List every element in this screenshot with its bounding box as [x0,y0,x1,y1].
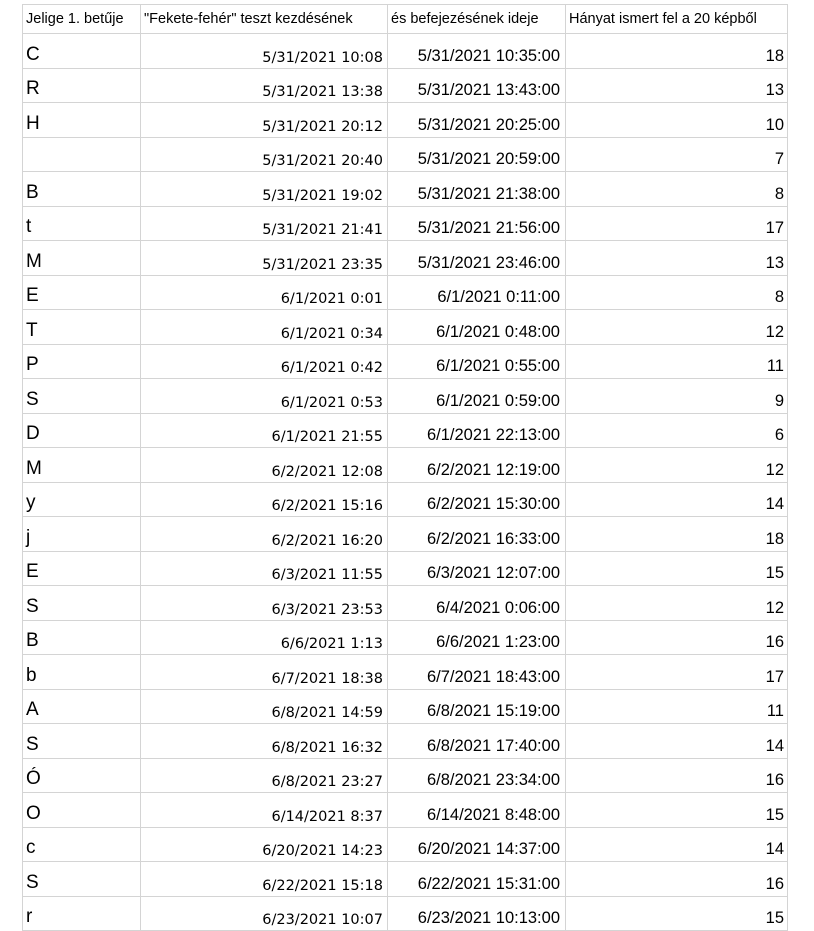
start-time-cell[interactable]: 6/6/2021 1:13 [141,620,388,655]
start-time-cell[interactable]: 6/1/2021 0:42 [141,344,388,379]
end-time-cell[interactable]: 6/6/2021 1:23:00 [388,620,566,655]
recognized-count-cell[interactable]: 14 [566,827,788,862]
start-time-cell[interactable]: 5/31/2021 21:41 [141,206,388,241]
start-time-cell[interactable]: 6/2/2021 15:16 [141,482,388,517]
recognized-count-cell[interactable]: 13 [566,68,788,103]
start-time-cell[interactable]: 6/1/2021 0:01 [141,275,388,310]
letter-cell[interactable]: S [23,379,141,414]
end-time-cell[interactable]: 5/31/2021 10:35:00 [388,34,566,69]
end-time-cell[interactable]: 6/1/2021 0:48:00 [388,310,566,345]
recognized-count-cell[interactable]: 15 [566,551,788,586]
end-time-cell[interactable]: 6/2/2021 15:30:00 [388,482,566,517]
letter-cell[interactable]: R [23,68,141,103]
end-time-cell[interactable]: 6/1/2021 0:59:00 [388,379,566,414]
recognized-count-cell[interactable]: 14 [566,724,788,759]
table-row [23,724,788,759]
recognized-count-cell[interactable]: 14 [566,482,788,517]
letter-cell[interactable]: B [23,620,141,655]
table-row [23,620,788,655]
letter-cell[interactable]: M [23,241,141,276]
start-time-cell[interactable]: 6/22/2021 15:18 [141,862,388,897]
start-time-cell[interactable]: 6/8/2021 14:59 [141,689,388,724]
table-row [23,206,788,241]
start-time-cell[interactable]: 5/31/2021 20:12 [141,103,388,138]
start-time-cell[interactable]: 6/2/2021 12:08 [141,448,388,483]
start-time-cell[interactable]: 6/1/2021 0:53 [141,379,388,414]
end-time-cell[interactable]: 5/31/2021 21:56:00 [388,206,566,241]
recognized-count-cell[interactable]: 12 [566,448,788,483]
end-time-cell[interactable]: 6/1/2021 0:55:00 [388,344,566,379]
start-time-cell[interactable]: 6/23/2021 10:07 [141,896,388,931]
recognized-count-cell[interactable]: 8 [566,275,788,310]
table-row [23,586,788,621]
recognized-count-cell[interactable]: 16 [566,862,788,897]
table-row [23,793,788,828]
table-row [23,379,788,414]
end-time-cell[interactable]: 6/1/2021 22:13:00 [388,413,566,448]
end-time-cell[interactable]: 6/20/2021 14:37:00 [388,827,566,862]
letter-cell[interactable]: Ó [23,758,141,793]
letter-cell[interactable]: A [23,689,141,724]
table-row [23,310,788,345]
end-time-cell[interactable]: 6/7/2021 18:43:00 [388,655,566,690]
letter-cell[interactable]: y [23,482,141,517]
recognized-count-cell[interactable]: 18 [566,34,788,69]
start-time-cell[interactable]: 5/31/2021 20:40 [141,137,388,172]
start-time-cell[interactable]: 6/2/2021 16:20 [141,517,388,552]
table-row [23,172,788,207]
table-row [23,482,788,517]
table-row [23,68,788,103]
letter-cell[interactable] [23,137,141,172]
start-time-cell[interactable]: 6/1/2021 21:55 [141,413,388,448]
table-row [23,862,788,897]
header-cell-start[interactable]: "Fekete-fehér" teszt kezdésének [141,5,388,34]
start-time-cell[interactable]: 5/31/2021 23:35 [141,241,388,276]
letter-cell[interactable]: E [23,275,141,310]
recognized-count-cell[interactable]: 7 [566,137,788,172]
recognized-count-cell[interactable]: 17 [566,206,788,241]
recognized-count-cell[interactable]: 15 [566,896,788,931]
end-time-cell[interactable]: 5/31/2021 20:59:00 [388,137,566,172]
table-row [23,758,788,793]
start-time-cell[interactable]: 6/1/2021 0:34 [141,310,388,345]
recognized-count-cell[interactable]: 11 [566,689,788,724]
start-time-cell[interactable]: 6/3/2021 11:55 [141,551,388,586]
start-time-cell[interactable]: 5/31/2021 19:02 [141,172,388,207]
header-cell-letter[interactable]: Jelige 1. betűje [23,5,141,34]
header-cell-count[interactable]: Hányat ismert fel a 20 képből [566,5,788,34]
header-row [23,5,788,34]
end-time-cell[interactable]: 6/23/2021 10:13:00 [388,896,566,931]
start-time-cell[interactable]: 5/31/2021 13:38 [141,68,388,103]
letter-cell[interactable]: S [23,862,141,897]
table-row [23,448,788,483]
letter-cell[interactable]: S [23,724,141,759]
table-row [23,551,788,586]
letter-cell[interactable]: H [23,103,141,138]
recognized-count-cell[interactable]: 17 [566,655,788,690]
start-time-cell[interactable]: 6/8/2021 16:32 [141,724,388,759]
recognized-count-cell[interactable]: 8 [566,172,788,207]
start-time-cell[interactable]: 5/31/2021 10:08 [141,34,388,69]
end-time-cell[interactable]: 5/31/2021 23:46:00 [388,241,566,276]
table-row [23,275,788,310]
recognized-count-cell[interactable]: 12 [566,310,788,345]
start-time-cell[interactable]: 6/7/2021 18:38 [141,655,388,690]
end-time-cell[interactable]: 6/2/2021 16:33:00 [388,517,566,552]
table-row [23,34,788,69]
end-time-cell[interactable]: 6/8/2021 23:34:00 [388,758,566,793]
end-time-cell[interactable]: 6/2/2021 12:19:00 [388,448,566,483]
start-time-cell[interactable]: 6/3/2021 23:53 [141,586,388,621]
letter-cell[interactable]: S [23,586,141,621]
letter-cell[interactable]: P [23,344,141,379]
letter-cell[interactable]: c [23,827,141,862]
letter-cell[interactable]: j [23,517,141,552]
table-row [23,896,788,931]
recognized-count-cell[interactable]: 13 [566,241,788,276]
end-time-cell[interactable]: 5/31/2021 13:43:00 [388,68,566,103]
letter-cell[interactable]: E [23,551,141,586]
table-row [23,827,788,862]
letter-cell[interactable]: T [23,310,141,345]
letter-cell[interactable]: D [23,413,141,448]
letter-cell[interactable]: r [23,896,141,931]
table-row [23,655,788,690]
table-row [23,103,788,138]
end-time-cell[interactable]: 6/4/2021 0:06:00 [388,586,566,621]
letter-cell[interactable]: B [23,172,141,207]
recognized-count-cell[interactable]: 10 [566,103,788,138]
recognized-count-cell[interactable]: 18 [566,517,788,552]
letter-cell[interactable]: C [23,34,141,69]
recognized-count-cell[interactable]: 15 [566,793,788,828]
end-time-cell[interactable]: 6/8/2021 15:19:00 [388,689,566,724]
spreadsheet-table [22,4,788,931]
header-cell-end[interactable]: és befejezésének ideje [388,5,566,34]
recognized-count-cell[interactable]: 9 [566,379,788,414]
end-time-cell[interactable]: 5/31/2021 21:38:00 [388,172,566,207]
letter-cell[interactable]: M [23,448,141,483]
table-row [23,689,788,724]
recognized-count-cell[interactable]: 12 [566,586,788,621]
recognized-count-cell[interactable]: 11 [566,344,788,379]
table-row [23,344,788,379]
letter-cell[interactable]: t [23,206,141,241]
end-time-cell[interactable]: 6/1/2021 0:11:00 [388,275,566,310]
table-row [23,241,788,276]
end-time-cell[interactable]: 6/3/2021 12:07:00 [388,551,566,586]
start-time-cell[interactable]: 6/20/2021 14:23 [141,827,388,862]
table-row [23,137,788,172]
start-time-cell[interactable]: 6/14/2021 8:37 [141,793,388,828]
start-time-cell[interactable]: 6/8/2021 23:27 [141,758,388,793]
recognized-count-cell[interactable]: 16 [566,620,788,655]
table-row [23,517,788,552]
end-time-cell[interactable]: 5/31/2021 20:25:00 [388,103,566,138]
letter-cell[interactable]: b [23,655,141,690]
end-time-cell[interactable]: 6/14/2021 8:48:00 [388,793,566,828]
recognized-count-cell[interactable]: 6 [566,413,788,448]
recognized-count-cell[interactable]: 16 [566,758,788,793]
end-time-cell[interactable]: 6/22/2021 15:31:00 [388,862,566,897]
letter-cell[interactable]: O [23,793,141,828]
end-time-cell[interactable]: 6/8/2021 17:40:00 [388,724,566,759]
table-row [23,413,788,448]
